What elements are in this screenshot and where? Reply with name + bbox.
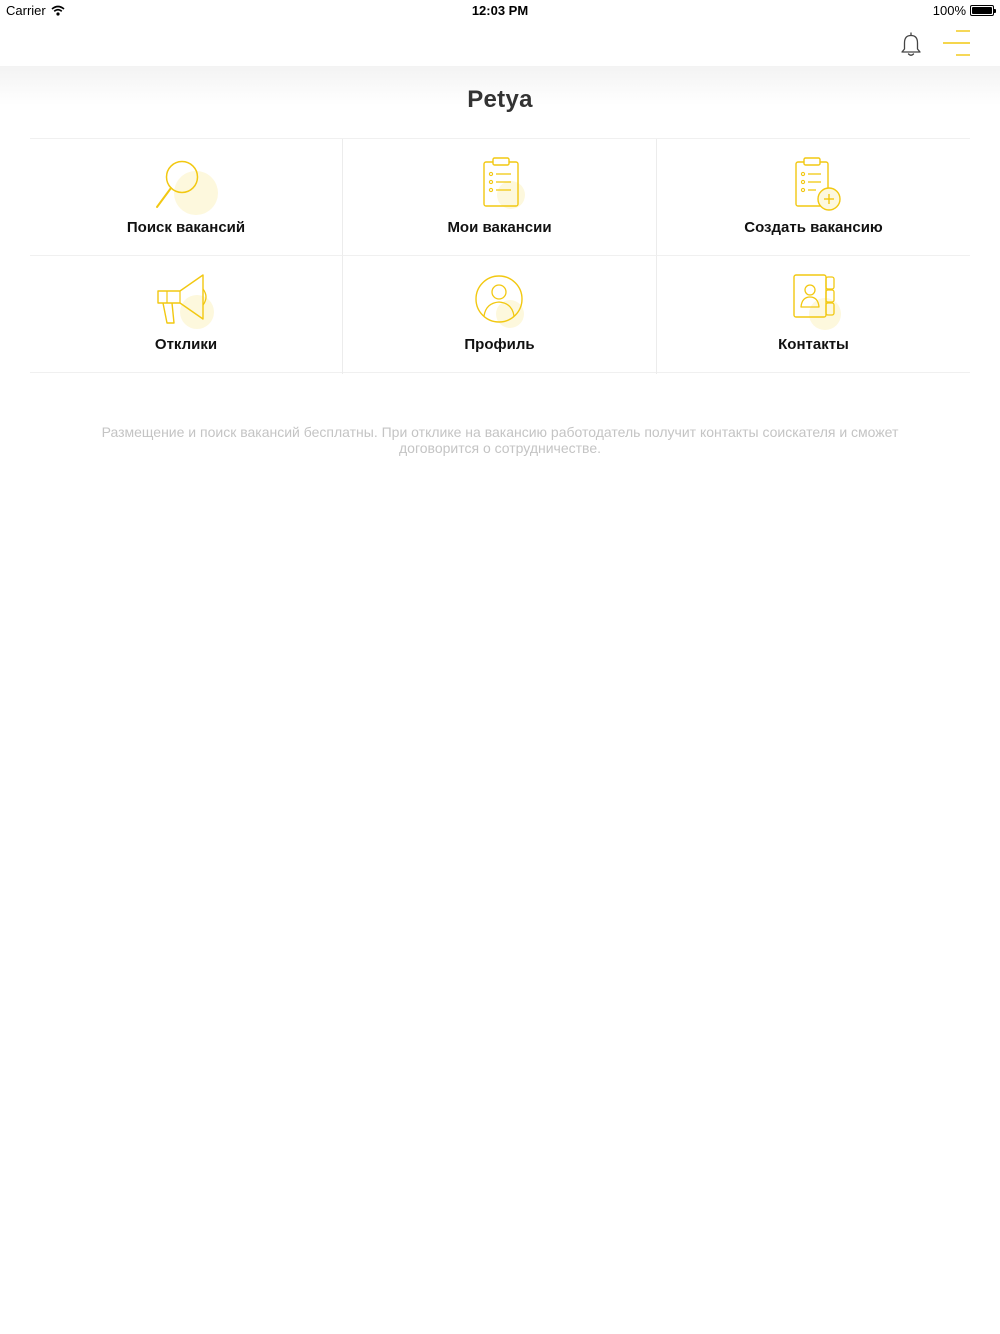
menu-grid	[30, 138, 970, 373]
carrier-label: Carrier	[6, 3, 46, 18]
contacts-book-icon	[776, 274, 856, 334]
menu-icon[interactable]	[940, 28, 974, 58]
tile-create-vacancy[interactable]	[657, 139, 970, 256]
clipboard-list-icon	[462, 157, 542, 217]
tile-label: Профиль	[464, 336, 535, 353]
status-bar	[0, 0, 1000, 22]
profile-header	[0, 66, 1000, 138]
battery-label: 100%	[932, 3, 966, 18]
status-right	[933, 3, 994, 18]
tile-profile[interactable]	[343, 256, 657, 374]
nav-bar	[0, 22, 1000, 66]
tile-responses[interactable]	[30, 256, 343, 374]
tile-label: Отклики	[154, 336, 218, 353]
tile-label: Мои вакансии	[447, 219, 552, 236]
status-time: 12:03 PM	[471, 3, 529, 18]
tile-my-vacancies[interactable]	[343, 139, 657, 256]
tile-contacts[interactable]	[657, 256, 970, 374]
megaphone-icon	[148, 274, 228, 334]
search-icon	[148, 157, 228, 217]
page-title: Petya	[467, 86, 533, 113]
tile-label: Контакты	[778, 336, 849, 353]
tile-search-vacancies[interactable]	[30, 139, 343, 256]
battery-icon	[970, 5, 994, 16]
bell-icon[interactable]	[897, 30, 925, 58]
clipboard-add-icon	[776, 157, 856, 217]
tile-label: Поиск вакансий	[126, 219, 246, 236]
footer-note: Размещение и поиск вакансий бесплатны. При отклике на вакансию работодатель получит контакты соискателя и сможет договорится о сотрудничестве.	[101, 424, 899, 456]
profile-icon	[462, 274, 542, 334]
tile-label: Создать вакансию	[744, 219, 883, 236]
